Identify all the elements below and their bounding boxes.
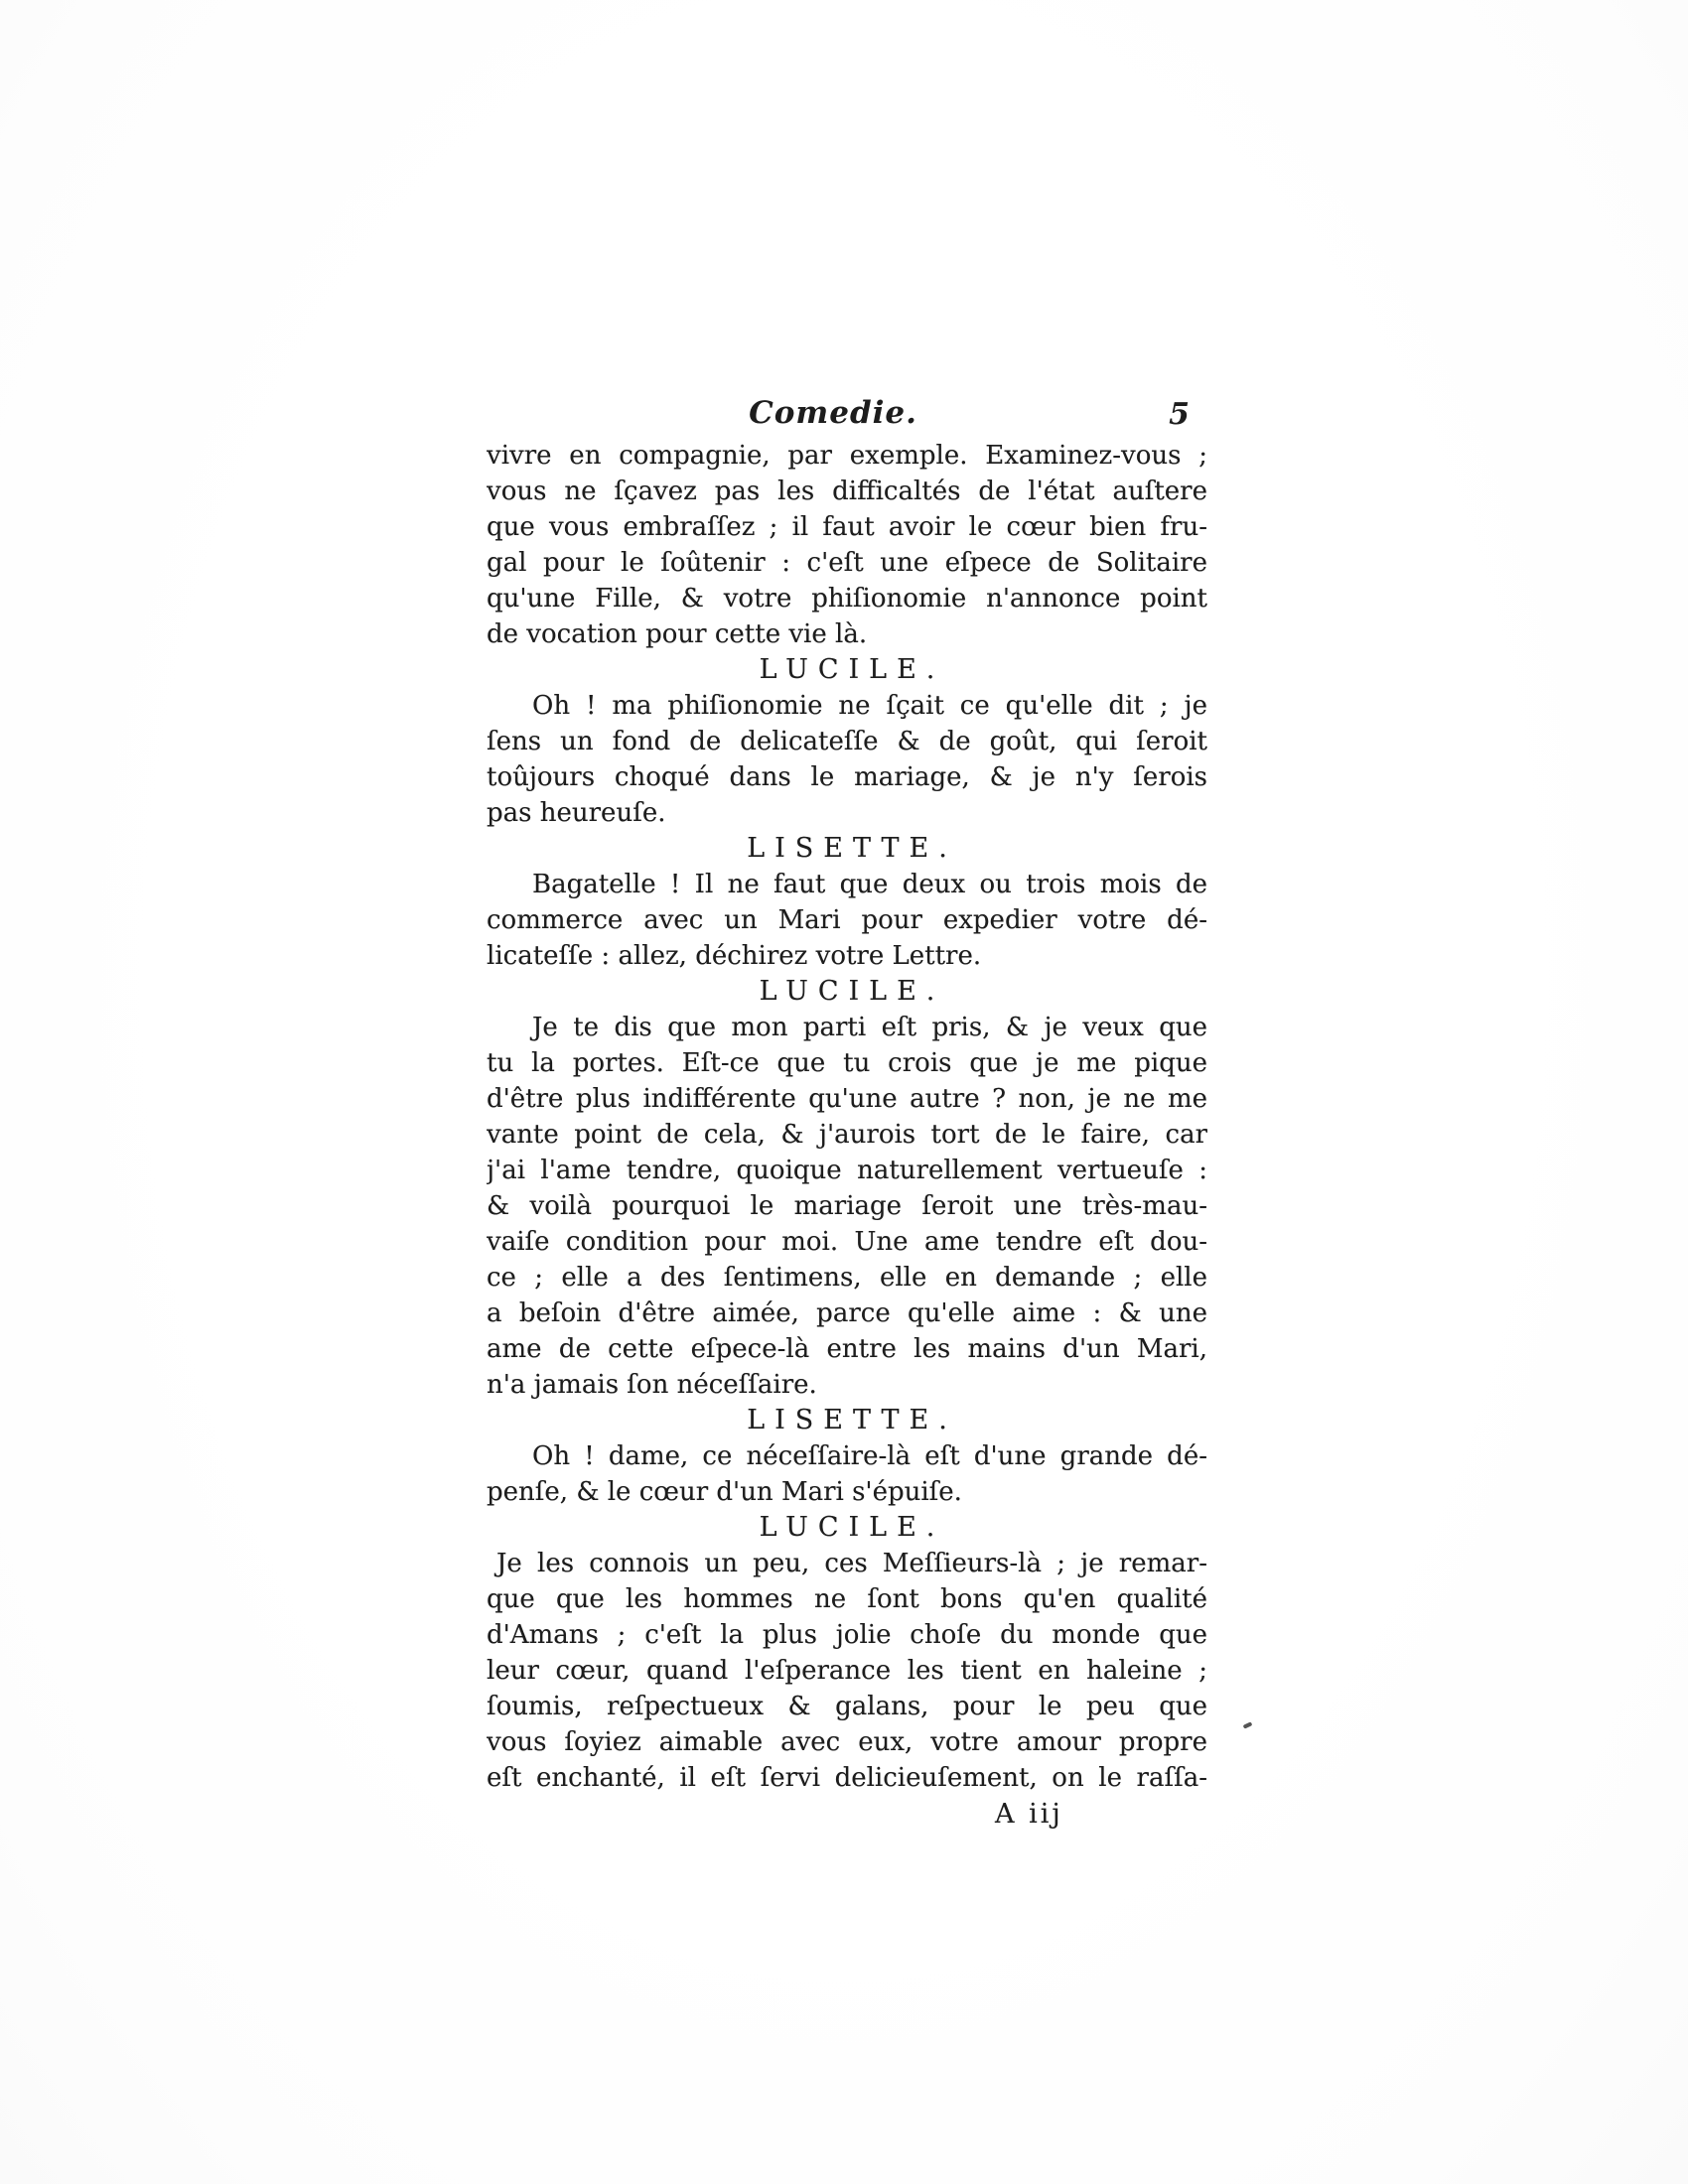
text-line: eſt enchanté, il eſt ſervi delicieuſement, on le raſſa- <box>487 1763 1207 1793</box>
text-line: Oh ! ma phiſionomie ne ſçait ce qu'elle dit ; je <box>532 691 1207 721</box>
text-line: licateſſe : allez, déchirez votre Lettre. <box>487 941 982 971</box>
text-line: d'Amans ; c'eſt la plus jolie choſe du monde que <box>487 1620 1207 1650</box>
speaker-heading-lisette: LISETTE. <box>747 1405 957 1435</box>
text-line: j'ai l'ame tendre, quoique naturellement vertueuſe : <box>487 1156 1207 1185</box>
text-line: pas heureuſe. <box>487 798 666 828</box>
text-line: n'a jamais ſon néceſſaire. <box>487 1370 817 1400</box>
signature-mark: A iij <box>995 1799 1063 1830</box>
ink-artifact <box>1243 1721 1253 1728</box>
text-line: qu'une Fille, & votre phiſionomie n'annonce point <box>487 584 1207 614</box>
text-line: que vous embraſſez ; il faut avoir le cœur bien fru- <box>487 512 1207 542</box>
text-line: vivre en compagnie, par exemple. Examinez-vous ; <box>487 441 1207 471</box>
text-line: gal pour le ſoûtenir : c'eſt une eſpece de Solitaire <box>487 548 1207 578</box>
speaker-heading-lucile: LUCILE. <box>759 976 945 1007</box>
text-line: de vocation pour cette vie là. <box>487 619 868 649</box>
speaker-heading-lisette: LISETTE. <box>747 833 957 864</box>
text-line: Bagatelle ! Il ne faut que deux ou trois mois de <box>532 870 1207 899</box>
text-line: commerce avec un Mari pour expedier votre dé- <box>487 905 1207 935</box>
text-line: vous ne ſçavez pas les difficaltés de l'état auſtere <box>487 477 1207 506</box>
text-line: vante point de cela, & j'aurois tort de le faire, car <box>487 1120 1207 1150</box>
text-line: ſens un fond de delicateſſe & de goût, qui ſeroit <box>487 727 1207 756</box>
text-column <box>487 438 1207 1833</box>
text-line: penſe, & le cœur d'un Mari s'épuiſe. <box>487 1477 962 1507</box>
text-line: tu la portes. Eſt-ce que tu crois que je me pique <box>487 1048 1207 1078</box>
text-line: a beſoin d'être aimée, parce qu'elle aime : & une <box>487 1298 1207 1328</box>
text-line: leur cœur, quand l'eſperance les tient en haleine ; <box>487 1656 1207 1686</box>
text-line: Oh ! dame, ce néceſſaire-là eſt d'une grande dé- <box>532 1441 1207 1471</box>
text-line: ame de cette eſpece-là entre les mains d'un Mari, <box>487 1334 1207 1364</box>
text-line: Je te dis que mon parti eſt pris, & je veux que <box>532 1013 1207 1042</box>
signature-row <box>487 1797 1207 1833</box>
text-line: d'être plus indifférente qu'une autre ? non, je ne me <box>487 1084 1207 1114</box>
text-line: vous ſoyiez aimable avec eux, votre amour propre <box>487 1727 1207 1757</box>
page-number: 5 <box>1169 397 1190 432</box>
speaker-heading-lucile: LUCILE. <box>759 1512 945 1543</box>
running-title: Comedie. <box>749 395 917 431</box>
text-line: toûjours choqué dans le mariage, & je n'y ſerois <box>487 762 1207 792</box>
text-line: Je les connois un peu, ces Meſſieurs-là ; je remar- <box>496 1549 1207 1578</box>
text-line: ſoumis, reſpectueux & galans, pour le peu que <box>487 1692 1207 1721</box>
speaker-heading-lucile: LUCILE. <box>759 654 945 685</box>
text-line: & voilà pourquoi le mariage ſeroit une très-mau- <box>487 1191 1207 1221</box>
page-header <box>487 393 1207 433</box>
text-line: vaiſe condition pour moi. Une ame tendre eſt dou- <box>487 1227 1207 1257</box>
text-line: ce ; elle a des ſentimens, elle en demande ; elle <box>487 1263 1207 1293</box>
text-line: que que les hommes ne ſont bons qu'en qualité <box>487 1584 1207 1614</box>
